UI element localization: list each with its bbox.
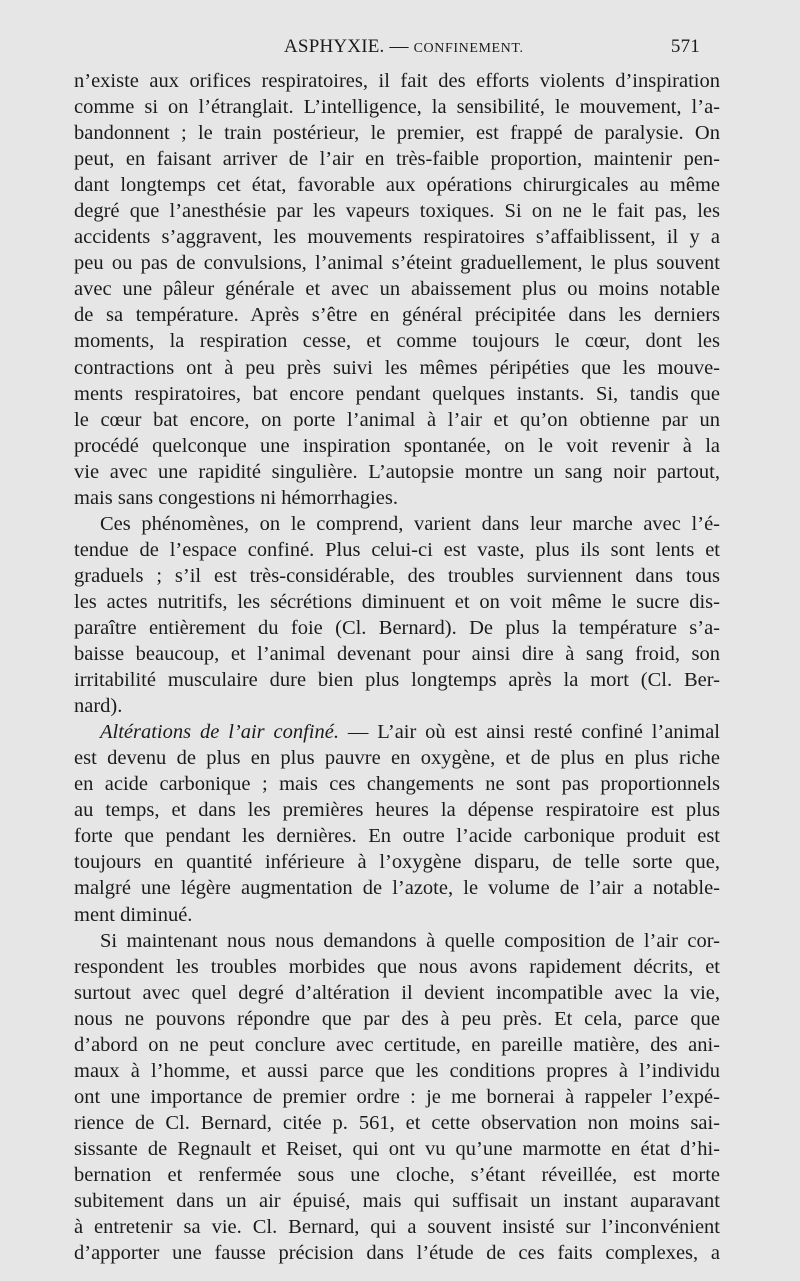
text-line: subitement dans un air épuisé, mais qui suffisait un instant auparavant: [74, 1190, 720, 1213]
text-line: le cœur bat encore, on porte l’animal à l’air et qu’on obtienne par un: [74, 408, 720, 431]
text-line: d’apporter une fausse précision dans l’étude de ces faits complexes, a: [74, 1242, 720, 1265]
text-line: nard).: [74, 695, 123, 718]
body-text: [74, 68, 720, 1281]
text-line: toujours en quantité inférieure à l’oxygène disparu, de telle sorte que,: [74, 851, 720, 874]
text-line: procédé quelconque une inspiration spontanée, on le voit revenir à la: [74, 434, 720, 457]
text-line: mais sans congestions ni hémorrhagies.: [74, 486, 398, 509]
running-title-main: ASPHYXIE. —: [284, 36, 409, 57]
text-line: de sa température. Après s’être en général précipitée dans les derniers: [74, 304, 720, 327]
section-heading-line: [74, 719, 720, 745]
page-header: [74, 36, 700, 66]
text-line: peu ou pas de convulsions, l’animal s’éteint graduellement, le plus souvent: [74, 252, 720, 275]
text-line: contractions ont à peu près suivi les mêmes péripéties que les mouve-: [74, 356, 720, 379]
text-line: [74, 1266, 720, 1281]
text-line: peut, en faisant arriver de l’air en très-faible proportion, maintenir pen-: [74, 148, 720, 171]
text-line: Si maintenant nous nous demandons à quelle composition de l’air cor-: [100, 929, 720, 952]
text-line: comme si on l’étranglait. L’intelligence, la sensibilité, le mouvement, l’a-: [74, 96, 720, 119]
text-line: Ces phénomènes, on le comprend, varient dans leur marche avec l’é-: [100, 512, 720, 535]
text-line: est devenu de plus en plus pauvre en oxygène, et de plus en plus riche: [74, 747, 720, 770]
text-line: paraître entièrement du foie (Cl. Bernard). De plus la température s’a-: [74, 616, 720, 639]
text-line: rience de Cl. Bernard, citée p. 561, et cette observation non moins sai-: [74, 1111, 720, 1134]
text-line: sissante de Regnault et Reiset, qui ont vu qu’une marmotte en état d’hi-: [74, 1137, 720, 1160]
text-line: maux à l’homme, et aussi parce que les conditions propres à l’individu: [74, 1059, 720, 1082]
running-title: [284, 36, 524, 58]
text-line: respondent les troubles morbides que nous avons rapidement décrits, et: [74, 955, 720, 978]
text-line: irritabilité musculaire dure bien plus longtemps après la mort (Cl. Ber-: [74, 669, 720, 692]
text-line: degré que l’anesthésie par les vapeurs toxiques. Si on ne le fait pas, les: [74, 200, 720, 223]
text-line: ments respiratoires, bat encore pendant quelques instants. Si, tandis que: [74, 382, 720, 405]
text-line: au temps, et dans les premières heures la dépense respiratoire est plus: [74, 799, 720, 822]
text-line: accidents s’aggravent, les mouvements respiratoires s’affaiblissent, il y a: [74, 226, 720, 249]
page-number: 571: [670, 36, 700, 57]
text-line: bandonnent ; le train postérieur, le premier, est frappé de paralysie. On: [74, 122, 720, 145]
section-heading: Altérations de l’air confiné.: [100, 721, 339, 744]
text-line: surtout avec quel degré d’altération il devient incompatible avec la vie,: [74, 981, 720, 1004]
text-line: à entretenir sa vie. Cl. Bernard, qui a souvent insisté sur l’inconvénient: [74, 1216, 720, 1239]
text-line-continuation: — L’air où est ainsi resté confiné l’animal: [347, 721, 720, 744]
text-line: vie avec une rapidité singulière. L’autopsie montre un sang noir partout,: [74, 460, 720, 483]
text-line: tendue de l’espace confiné. Plus celui-ci est vaste, plus ils sont lents et: [74, 538, 720, 561]
text-line: moments, la respiration cesse, et comme toujours le cœur, dont les: [74, 330, 720, 353]
text-line: d’abord on ne peut conclure avec certitude, en pareille matière, des ani-: [74, 1033, 720, 1056]
text-line: ment diminué.: [74, 903, 193, 926]
text-line: malgré une légère augmentation de l’azote, le volume de l’air a notable-: [74, 877, 720, 900]
text-line: forte que pendant les dernières. En outre l’acide carbonique produit est: [74, 825, 720, 848]
text-line: nous ne pouvons répondre que par des à peu près. Et cela, parce que: [74, 1007, 720, 1030]
text-line: graduels ; s’il est très-considérable, des troubles surviennent dans tous: [74, 564, 720, 587]
text-line: en acide carbonique ; mais ces changements ne sont pas proportionnels: [74, 773, 720, 796]
text-line: bernation et renfermée sous une cloche, s’étant réveillée, est morte: [74, 1163, 720, 1186]
text-line: baisse beaucoup, et l’animal devenant pour ainsi dire à sang froid, son: [74, 643, 720, 666]
text-line: avec une pâleur générale et avec un abaissement plus ou moins notable: [74, 278, 720, 301]
text-line: ont une importance de premier ordre : je me bornerai à rappeler l’expé-: [74, 1085, 720, 1108]
text-line: n’existe aux orifices respiratoires, il fait des efforts violents d’inspiration: [74, 70, 720, 92]
text-line: les actes nutritifs, les sécrétions diminuent et on voit même le sucre dis-: [74, 590, 720, 613]
running-title-sub: CONFINEMENT.: [413, 41, 524, 56]
text-line: dant longtemps cet état, favorable aux opérations chirurgicales au même: [74, 174, 720, 197]
